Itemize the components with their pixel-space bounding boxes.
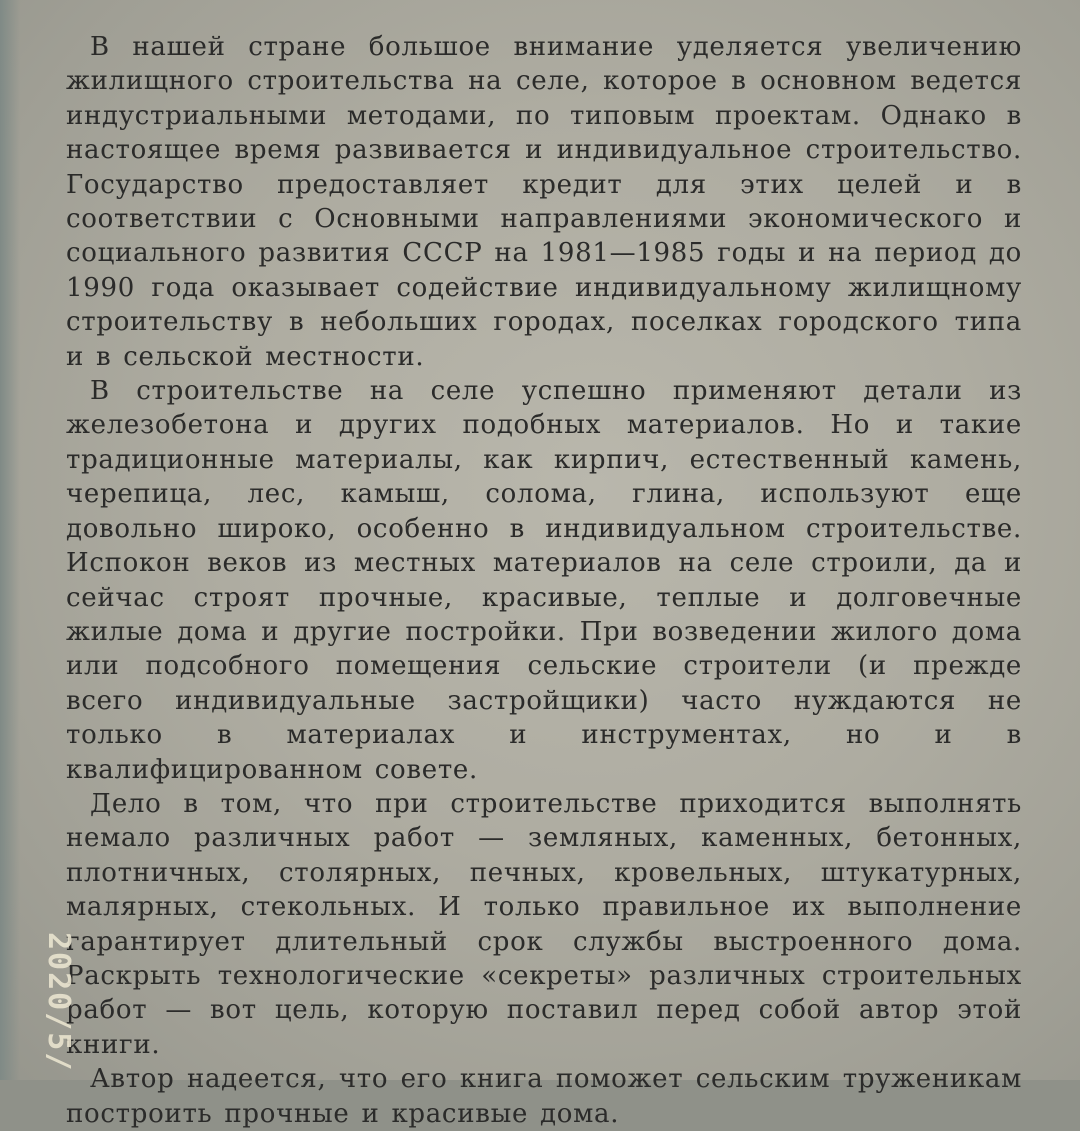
- body-text: [66, 30, 1022, 1131]
- paragraph-3: Дело в том, что при строительстве приходится выполнять немало различных работ — земляных, каменных, бетонных, плотничных, столярных, печных, кровельных, штукатурных, малярных, стекольных. И только правильное их выполнение гарантирует длительный срок службы выстроенного дома. Раскрыть технологические «секреты» различных строительных работ — вот цель, которую поставил перед собой автор этой книги.: [66, 788, 1022, 1060]
- paragraph-1: В нашей стране большое внимание уделяется увеличению жилищного строительства на селе, которое в основном ведется индустриальными методами, по типовым проектам. Однако в настоящее время развивается и индивидуальное строительство. Государство предоставляет кредит для этих целей и в соответствии с Основными направлениями экономического и социального развития СССР на 1981—1985 годы и на период до 1990 года оказывает содействие индивидуальному жилищному строительству в небольших городах, поселках городского типа и в сельской местности.: [66, 32, 1022, 372]
- photo-timestamp: 2020/5/: [41, 932, 76, 1073]
- page-edge-shadow: [0, 0, 20, 1080]
- paragraph-2: В строительстве на селе успешно применяют детали из железобетона и других подобных материалов. Но и такие традиционные материалы, как кирпич, естественный камень, черепица, лес, камыш, солома, глина, используют еще довольно широко, особенно в индивидуальном строительстве. Испокон веков из местных материалов на селе строили, да и сейчас строят прочные, красивые, теплые и долговечные жилые дома и другие постройки. При возведении жилого дома или подсобного помещения сельские строители (и прежде всего индивидуальные застройщики) часто нуждаются не только в материалах и инструментах, но и в квалифицированном совете.: [66, 376, 1022, 785]
- paragraph-4: Автор надеется, что его книга поможет сельским труженикам построить прочные и красивые дома.: [66, 1064, 1022, 1129]
